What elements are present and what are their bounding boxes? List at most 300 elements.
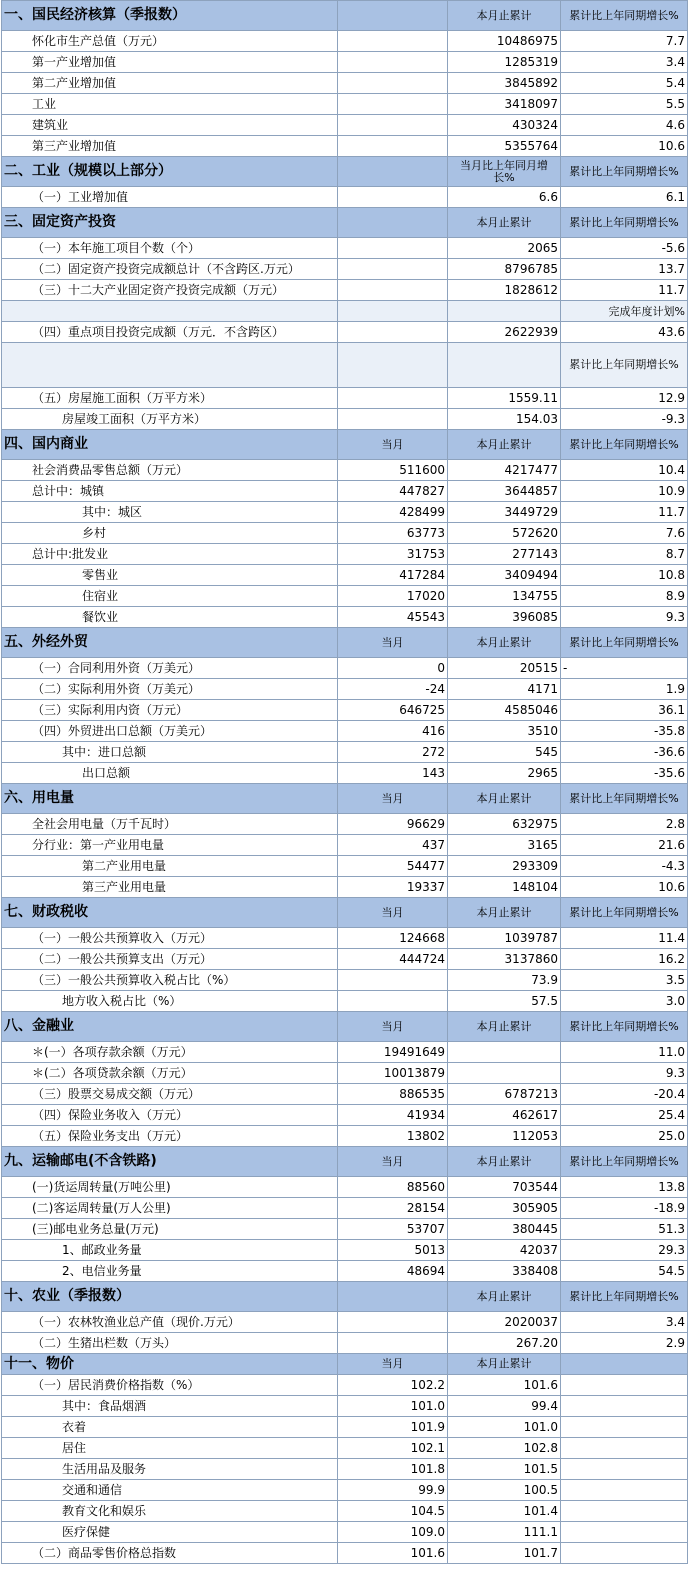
row-label: （三）股票交易成交额（万元）: [2, 1084, 338, 1105]
column-header: 本月止累计: [448, 784, 561, 814]
cell-value: 10.6: [561, 877, 688, 898]
cell-value: 444724: [338, 949, 448, 970]
row-label: （五）保险业务支出（万元）: [2, 1126, 338, 1147]
table-row: [2, 73, 688, 94]
cell-value: [338, 73, 448, 94]
row-label: 其中：城区: [2, 502, 338, 523]
cell-value: 21.6: [561, 835, 688, 856]
table-row: [2, 679, 688, 700]
table-row: [2, 1522, 688, 1543]
row-label: 教育文化和娱乐: [2, 1501, 338, 1522]
cell-value: 11.7: [561, 502, 688, 523]
cell-value: 25.4: [561, 1105, 688, 1126]
cell-value: 5013: [338, 1240, 448, 1261]
cell-value: [338, 52, 448, 73]
cell-value: 2065: [448, 238, 561, 259]
cell-value: 111.1: [448, 1522, 561, 1543]
cell-value: [338, 280, 448, 301]
cell-value: 148104: [448, 877, 561, 898]
cell-value: -5.6: [561, 238, 688, 259]
row-label: （三）十二大产业固定资产投资完成额（万元）: [2, 280, 338, 301]
cell-value: -20.4: [561, 1084, 688, 1105]
row-label: 其中：食品烟酒: [2, 1396, 338, 1417]
cell-value: 4217477: [448, 460, 561, 481]
cell-value: [338, 991, 448, 1012]
cell-value: 10013879: [338, 1063, 448, 1084]
cell-value: 51.3: [561, 1219, 688, 1240]
cell-value: 380445: [448, 1219, 561, 1240]
cell-value: 101.0: [338, 1396, 448, 1417]
cell-value: 11.4: [561, 928, 688, 949]
table-row: [2, 991, 688, 1012]
cell-value: 104.5: [338, 1501, 448, 1522]
row-label: （一）本年施工项目个数（个）: [2, 238, 338, 259]
cell-value: 13.8: [561, 1177, 688, 1198]
section-header-row: [2, 1, 688, 31]
row-label: [2, 301, 338, 322]
row-label: 1、邮政业务量: [2, 1240, 338, 1261]
table-row: [2, 1198, 688, 1219]
cell-value: 102.8: [448, 1438, 561, 1459]
cell-value: 54.5: [561, 1261, 688, 1282]
row-label: （二）一般公共预算支出（万元）: [2, 949, 338, 970]
section-title: 八、金融业: [2, 1012, 338, 1042]
row-label: （二）商品零售价格总指数: [2, 1543, 338, 1564]
cell-value: -18.9: [561, 1198, 688, 1219]
column-header: [338, 1282, 448, 1312]
table-row: [2, 460, 688, 481]
row-label: 工业: [2, 94, 338, 115]
cell-value: 3.5: [561, 970, 688, 991]
cell-value: 267.20: [448, 1333, 561, 1354]
table-row: [2, 1459, 688, 1480]
table-row: [2, 259, 688, 280]
cell-value: 338408: [448, 1261, 561, 1282]
section-header-row: [2, 1354, 688, 1375]
cell-value: [561, 1438, 688, 1459]
cell-value: 4.6: [561, 115, 688, 136]
cell-value: [338, 388, 448, 409]
cell-value: [561, 1522, 688, 1543]
table-row: [2, 1417, 688, 1438]
cell-value: 8.9: [561, 586, 688, 607]
cell-value: 124668: [338, 928, 448, 949]
cell-value: [448, 1042, 561, 1063]
cell-value: 5355764: [448, 136, 561, 157]
section-header-row: [2, 898, 688, 928]
cell-value: 13802: [338, 1126, 448, 1147]
table-row: [2, 388, 688, 409]
cell-value: 632975: [448, 814, 561, 835]
cell-value: 511600: [338, 460, 448, 481]
cell-value: 5.5: [561, 94, 688, 115]
cell-value: 101.8: [338, 1459, 448, 1480]
cell-value: 3.0: [561, 991, 688, 1012]
cell-value: [338, 970, 448, 991]
column-header: 累计比上年同期增长%: [561, 784, 688, 814]
section-header-row: [2, 1147, 688, 1177]
row-label: （三）一般公共预算收入税占比（%）: [2, 970, 338, 991]
cell-value: 102.2: [338, 1375, 448, 1396]
table-row: [2, 409, 688, 430]
table-row: [2, 565, 688, 586]
table-row: [2, 607, 688, 628]
row-label: （一）一般公共预算收入（万元）: [2, 928, 338, 949]
row-label: （一）合同利用外资（万美元）: [2, 658, 338, 679]
row-label: 医疗保健: [2, 1522, 338, 1543]
table-row: [2, 658, 688, 679]
cell-value: [561, 1459, 688, 1480]
table-row: [2, 1084, 688, 1105]
cell-value: 4585046: [448, 700, 561, 721]
cell-value: 19491649: [338, 1042, 448, 1063]
cell-value: 13.7: [561, 259, 688, 280]
cell-value: 1285319: [448, 52, 561, 73]
row-label: 建筑业: [2, 115, 338, 136]
table-row: [2, 1333, 688, 1354]
cell-value: [561, 1501, 688, 1522]
cell-value: 417284: [338, 565, 448, 586]
column-header: 本月止累计: [448, 898, 561, 928]
table-row: [2, 31, 688, 52]
table-row: [2, 238, 688, 259]
cell-value: 2020037: [448, 1312, 561, 1333]
cell-value: [338, 1333, 448, 1354]
table-row: [2, 136, 688, 157]
table-row: [2, 814, 688, 835]
cell-value: 646725: [338, 700, 448, 721]
cell-value: [338, 238, 448, 259]
row-label: （三）实际利用内资（万元）: [2, 700, 338, 721]
table-row: [2, 1396, 688, 1417]
cell-value: [448, 1063, 561, 1084]
section-header-row: [2, 157, 688, 187]
table-row: [2, 1375, 688, 1396]
column-header: 累计比上年同期增长%: [561, 628, 688, 658]
table-row: [2, 280, 688, 301]
table-row: [2, 115, 688, 136]
cell-value: 19337: [338, 877, 448, 898]
table-row: [2, 835, 688, 856]
row-label: 乡村: [2, 523, 338, 544]
table-row: [2, 1501, 688, 1522]
cell-value: 101.5: [448, 1459, 561, 1480]
row-label: （一）工业增加值: [2, 187, 338, 208]
cell-value: -35.8: [561, 721, 688, 742]
cell-value: 101.6: [338, 1543, 448, 1564]
table-row: [2, 1105, 688, 1126]
cell-value: 143: [338, 763, 448, 784]
cell-value: [448, 301, 561, 322]
row-label: 怀化市生产总值（万元）: [2, 31, 338, 52]
cell-value: 102.1: [338, 1438, 448, 1459]
row-label: （四）重点项目投资完成额（万元．不含跨区）: [2, 322, 338, 343]
cell-value: 9.3: [561, 1063, 688, 1084]
column-header: 累计比上年同期增长%: [561, 1, 688, 31]
cell-value: 3644857: [448, 481, 561, 502]
cell-value: 0: [338, 658, 448, 679]
cell-value: 3845892: [448, 73, 561, 94]
cell-value: [338, 94, 448, 115]
cell-value: 101.6: [448, 1375, 561, 1396]
table-row: [2, 742, 688, 763]
row-label: (一)货运周转量(万吨公里): [2, 1177, 338, 1198]
column-header: 累计比上年同期增长%: [561, 1012, 688, 1042]
row-label: 第三产业增加值: [2, 136, 338, 157]
cell-value: 3165: [448, 835, 561, 856]
cell-value: 28154: [338, 1198, 448, 1219]
cell-value: 5.4: [561, 73, 688, 94]
cell-value: [338, 322, 448, 343]
row-label: 全社会用电量（万千瓦时）: [2, 814, 338, 835]
cell-value: 99.9: [338, 1480, 448, 1501]
row-label: 总计中：城镇: [2, 481, 338, 502]
section-title: 四、国内商业: [2, 430, 338, 460]
table-row: [2, 1063, 688, 1084]
column-header: 本月止累计: [448, 1012, 561, 1042]
row-label: 零售业: [2, 565, 338, 586]
cell-value: 3510: [448, 721, 561, 742]
cell-value: 45543: [338, 607, 448, 628]
cell-value: 462617: [448, 1105, 561, 1126]
table-row: [2, 544, 688, 565]
section-title: 七、财政税收: [2, 898, 338, 928]
cell-value: 42037: [448, 1240, 561, 1261]
row-label: 房屋竣工面积（万平方米）: [2, 409, 338, 430]
cell-value: 8.7: [561, 544, 688, 565]
section-title: 三、固定资产投资: [2, 208, 338, 238]
row-label: （二）固定资产投资完成额总计（不含跨区.万元）: [2, 259, 338, 280]
cell-value: 154.03: [448, 409, 561, 430]
row-label: （二）生猪出栏数（万头）: [2, 1333, 338, 1354]
row-label: 分行业：第一产业用电量: [2, 835, 338, 856]
row-label: 住宿业: [2, 586, 338, 607]
row-label: ＊(一）各项存款余额（万元）: [2, 1042, 338, 1063]
cell-value: [561, 1417, 688, 1438]
cell-value: [338, 343, 448, 388]
cell-value: 1559.11: [448, 388, 561, 409]
cell-value: 545: [448, 742, 561, 763]
table-row: [2, 586, 688, 607]
column-header: 本月止累计: [448, 628, 561, 658]
cell-value: 41934: [338, 1105, 448, 1126]
cell-value: 305905: [448, 1198, 561, 1219]
row-label: 第一产业增加值: [2, 52, 338, 73]
cell-value: [561, 1480, 688, 1501]
table-row: [2, 523, 688, 544]
table-row: [2, 502, 688, 523]
table-body: [2, 1, 688, 1564]
cell-value: 完成年度计划%: [561, 301, 688, 322]
cell-value: [338, 409, 448, 430]
table-row: [2, 322, 688, 343]
cell-value: 3137860: [448, 949, 561, 970]
table-row: [2, 94, 688, 115]
cell-value: 2.8: [561, 814, 688, 835]
cell-value: 3.4: [561, 1312, 688, 1333]
table-row: [2, 1261, 688, 1282]
cell-value: 36.1: [561, 700, 688, 721]
cell-value: 累计比上年同期增长%: [561, 343, 688, 388]
cell-value: [561, 1396, 688, 1417]
cell-value: 1039787: [448, 928, 561, 949]
cell-value: 2.9: [561, 1333, 688, 1354]
cell-value: 57.5: [448, 991, 561, 1012]
cell-value: 7.7: [561, 31, 688, 52]
column-header: 当月: [338, 1147, 448, 1177]
column-header: 本月止累计: [448, 1147, 561, 1177]
cell-value: 54477: [338, 856, 448, 877]
cell-value: 10.8: [561, 565, 688, 586]
cell-value: 8796785: [448, 259, 561, 280]
column-header: 当月: [338, 898, 448, 928]
column-header: [338, 208, 448, 238]
table-row: [2, 856, 688, 877]
cell-value: 101.0: [448, 1417, 561, 1438]
column-header: 累计比上年同期增长%: [561, 1282, 688, 1312]
cell-value: 428499: [338, 502, 448, 523]
column-header: 当月比上年同月增长%: [448, 157, 561, 187]
column-header: 当月: [338, 430, 448, 460]
cell-value: 112053: [448, 1126, 561, 1147]
cell-value: 6.1: [561, 187, 688, 208]
cell-value: 3418097: [448, 94, 561, 115]
cell-value: 25.0: [561, 1126, 688, 1147]
row-label: 其中：进口总额: [2, 742, 338, 763]
table-row: [2, 928, 688, 949]
cell-value: 109.0: [338, 1522, 448, 1543]
cell-value: 9.3: [561, 607, 688, 628]
cell-value: 4171: [448, 679, 561, 700]
cell-value: 11.0: [561, 1042, 688, 1063]
cell-value: 73.9: [448, 970, 561, 991]
row-label: 衣着: [2, 1417, 338, 1438]
cell-value: 572620: [448, 523, 561, 544]
cell-value: 6.6: [448, 187, 561, 208]
table-row: [2, 1438, 688, 1459]
table-row: [2, 763, 688, 784]
cell-value: 1.9: [561, 679, 688, 700]
cell-value: 53707: [338, 1219, 448, 1240]
cell-value: 99.4: [448, 1396, 561, 1417]
cell-value: 17020: [338, 586, 448, 607]
table-row: [2, 1240, 688, 1261]
table-row: [2, 343, 688, 388]
cell-value: 3409494: [448, 565, 561, 586]
table-row: [2, 970, 688, 991]
cell-value: 12.9: [561, 388, 688, 409]
section-title: 十、农业（季报数）: [2, 1282, 338, 1312]
table-row: [2, 949, 688, 970]
cell-value: 6787213: [448, 1084, 561, 1105]
section-header-row: [2, 1282, 688, 1312]
cell-value: 101.4: [448, 1501, 561, 1522]
cell-value: 7.6: [561, 523, 688, 544]
column-header: 本月止累计: [448, 1354, 561, 1375]
cell-value: -4.3: [561, 856, 688, 877]
row-label: 社会消费品零售总额（万元）: [2, 460, 338, 481]
column-header: 累计比上年同期增长%: [561, 898, 688, 928]
cell-value: [338, 31, 448, 52]
row-label: （五）房屋施工面积（万平方米）: [2, 388, 338, 409]
column-header: [338, 157, 448, 187]
cell-value: 101.9: [338, 1417, 448, 1438]
row-label: 第二产业用电量: [2, 856, 338, 877]
column-header: 本月止累计: [448, 208, 561, 238]
section-title: 六、用电量: [2, 784, 338, 814]
cell-value: [561, 1543, 688, 1564]
table-row: [2, 1177, 688, 1198]
cell-value: [338, 115, 448, 136]
cell-value: 10.6: [561, 136, 688, 157]
section-title: 九、运输邮电(不含铁路): [2, 1147, 338, 1177]
cell-value: 2965: [448, 763, 561, 784]
row-label: （四）外贸进出口总额（万美元）: [2, 721, 338, 742]
row-label: 总计中:批发业: [2, 544, 338, 565]
table-row: [2, 877, 688, 898]
table-row: [2, 1480, 688, 1501]
cell-value: 3.4: [561, 52, 688, 73]
table-row: [2, 700, 688, 721]
cell-value: 3449729: [448, 502, 561, 523]
cell-value: 100.5: [448, 1480, 561, 1501]
table-row: [2, 301, 688, 322]
table-row: [2, 52, 688, 73]
column-header: 当月: [338, 784, 448, 814]
cell-value: 29.3: [561, 1240, 688, 1261]
cell-value: 63773: [338, 523, 448, 544]
row-label: 2、电信业务量: [2, 1261, 338, 1282]
cell-value: 293309: [448, 856, 561, 877]
cell-value: [338, 301, 448, 322]
table-row: [2, 1219, 688, 1240]
cell-value: 10486975: [448, 31, 561, 52]
row-label: 地方收入税占比（%）: [2, 991, 338, 1012]
cell-value: 88560: [338, 1177, 448, 1198]
row-label: （二）实际利用外资（万美元）: [2, 679, 338, 700]
cell-value: [448, 343, 561, 388]
section-header-row: [2, 208, 688, 238]
cell-value: [561, 1375, 688, 1396]
cell-value: 134755: [448, 586, 561, 607]
cell-value: 101.7: [448, 1543, 561, 1564]
section-header-row: [2, 430, 688, 460]
cell-value: 10.4: [561, 460, 688, 481]
table-row: [2, 721, 688, 742]
cell-value: 48694: [338, 1261, 448, 1282]
row-label: （四）保险业务收入（万元）: [2, 1105, 338, 1126]
cell-value: 16.2: [561, 949, 688, 970]
section-title: 一、国民经济核算（季报数）: [2, 1, 338, 31]
table-row: [2, 187, 688, 208]
column-header: 累计比上年同期增长%: [561, 157, 688, 187]
row-label: 居住: [2, 1438, 338, 1459]
column-header: [338, 1, 448, 31]
table-row: [2, 1126, 688, 1147]
column-header: 本月止累计: [448, 1282, 561, 1312]
cell-value: [338, 136, 448, 157]
cell-value: 11.7: [561, 280, 688, 301]
column-header: 累计比上年同期增长%: [561, 1147, 688, 1177]
cell-value: 20515: [448, 658, 561, 679]
cell-value: 2622939: [448, 322, 561, 343]
row-label: (三)邮电业务总量(万元): [2, 1219, 338, 1240]
cell-value: -36.6: [561, 742, 688, 763]
column-header: 当月: [338, 1354, 448, 1375]
table-row: [2, 481, 688, 502]
section-header-row: [2, 784, 688, 814]
cell-value: 447827: [338, 481, 448, 502]
